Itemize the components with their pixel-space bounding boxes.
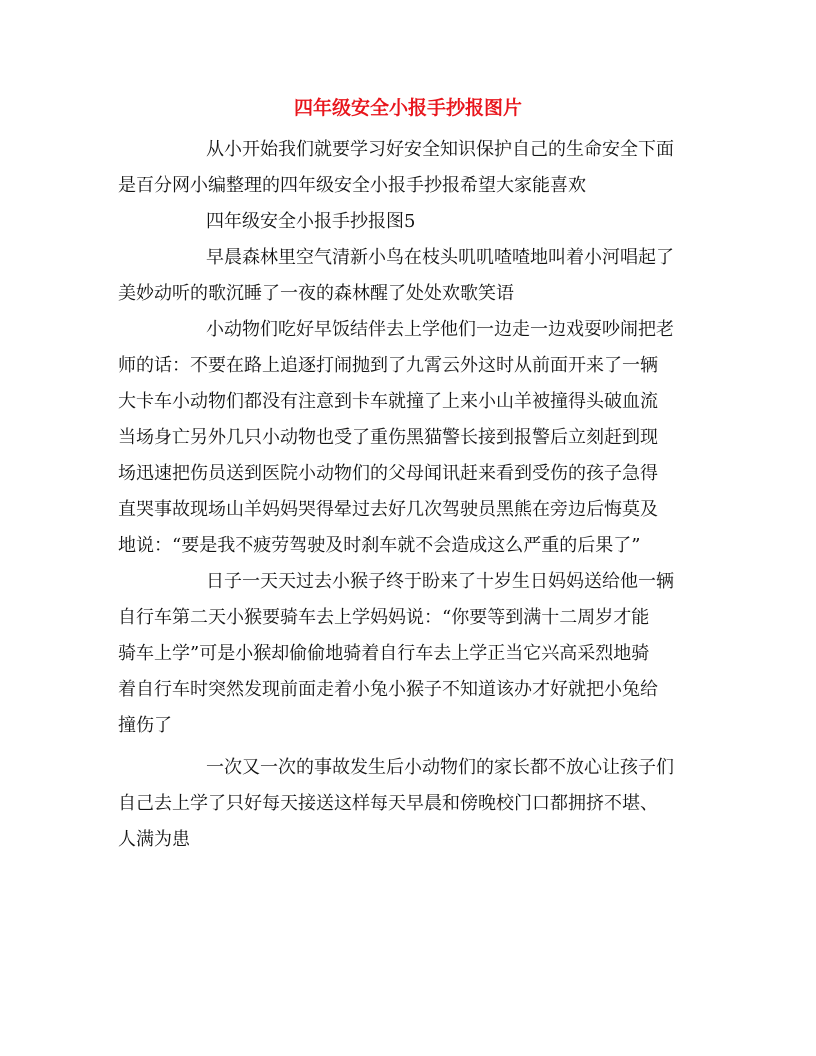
paragraph-figure-caption <box>118 204 696 240</box>
text-line: 师的话：不要在路上追逐打闹抛到了九霄云外这时从前面开来了一辆 <box>118 355 658 376</box>
text-line: 早晨森林里空气清新小鸟在枝头叽叽喳喳地叫着小河唱起了 <box>206 247 674 268</box>
text-line: 四年级安全小报手抄报图5 <box>206 211 416 232</box>
text-line: 自行车第二天小猴要骑车去上学妈妈说：“你要等到满十二周岁才能 <box>118 607 650 628</box>
text-line: 场迅速把伤员送到医院小动物们的父母闻讯赶来看到受伤的孩子急得 <box>118 463 658 484</box>
paragraph-intro <box>118 132 696 204</box>
text-line: 大卡车小动物们都没有注意到卡车就撞了上来小山羊被撞得头破血流 <box>118 391 658 412</box>
text-line: 骑车上学”可是小猴却偷偷地骑着自行车去上学正当它兴高采烈地骑 <box>118 643 650 664</box>
document-title: 四年级安全小报手抄报图片 <box>293 97 522 119</box>
text-line: 当场身亡另外几只小动物也受了重伤黑猫警长接到报警后立刻赶到现 <box>118 427 658 448</box>
text-line: 撞伤了 <box>118 715 172 736</box>
text-line: 日子一天天过去小猴子终于盼来了十岁生日妈妈送给他一辆 <box>206 571 674 592</box>
text-line: 小动物们吃好早饭结伴去上学他们一边走一边戏耍吵闹把老 <box>206 319 674 340</box>
paragraph-accident <box>118 312 696 564</box>
paragraph-morning <box>118 240 696 312</box>
text-line: 人满为患 <box>118 829 190 850</box>
paragraph-bicycle <box>118 564 696 744</box>
text-line: 地说：“要是我不疲劳驾驶及时刹车就不会造成这么严重的后果了” <box>118 535 641 556</box>
text-line: 美妙动听的歌沉睡了一夜的森林醒了处处欢歌笑语 <box>118 283 514 304</box>
text-line: 着自行车时突然发现前面走着小兔小猴子不知道该办才好就把小兔给 <box>118 679 658 700</box>
text-line: 一次又一次的事故发生后小动物们的家长都不放心让孩子们 <box>206 757 674 778</box>
text-line: 直哭事故现场山羊妈妈哭得晕过去好几次驾驶员黑熊在旁边后悔莫及 <box>118 499 658 520</box>
text-line: 是百分网小编整理的四年级安全小报手抄报希望大家能喜欢 <box>118 175 586 196</box>
text-line: 从小开始我们就要学习好安全知识保护自己的生命安全下面 <box>206 139 674 160</box>
text-line: 自己去上学了只好每天接送这样每天早晨和傍晚校门口都拥挤不堪、 <box>118 793 658 814</box>
paragraph-conclusion <box>118 750 696 858</box>
